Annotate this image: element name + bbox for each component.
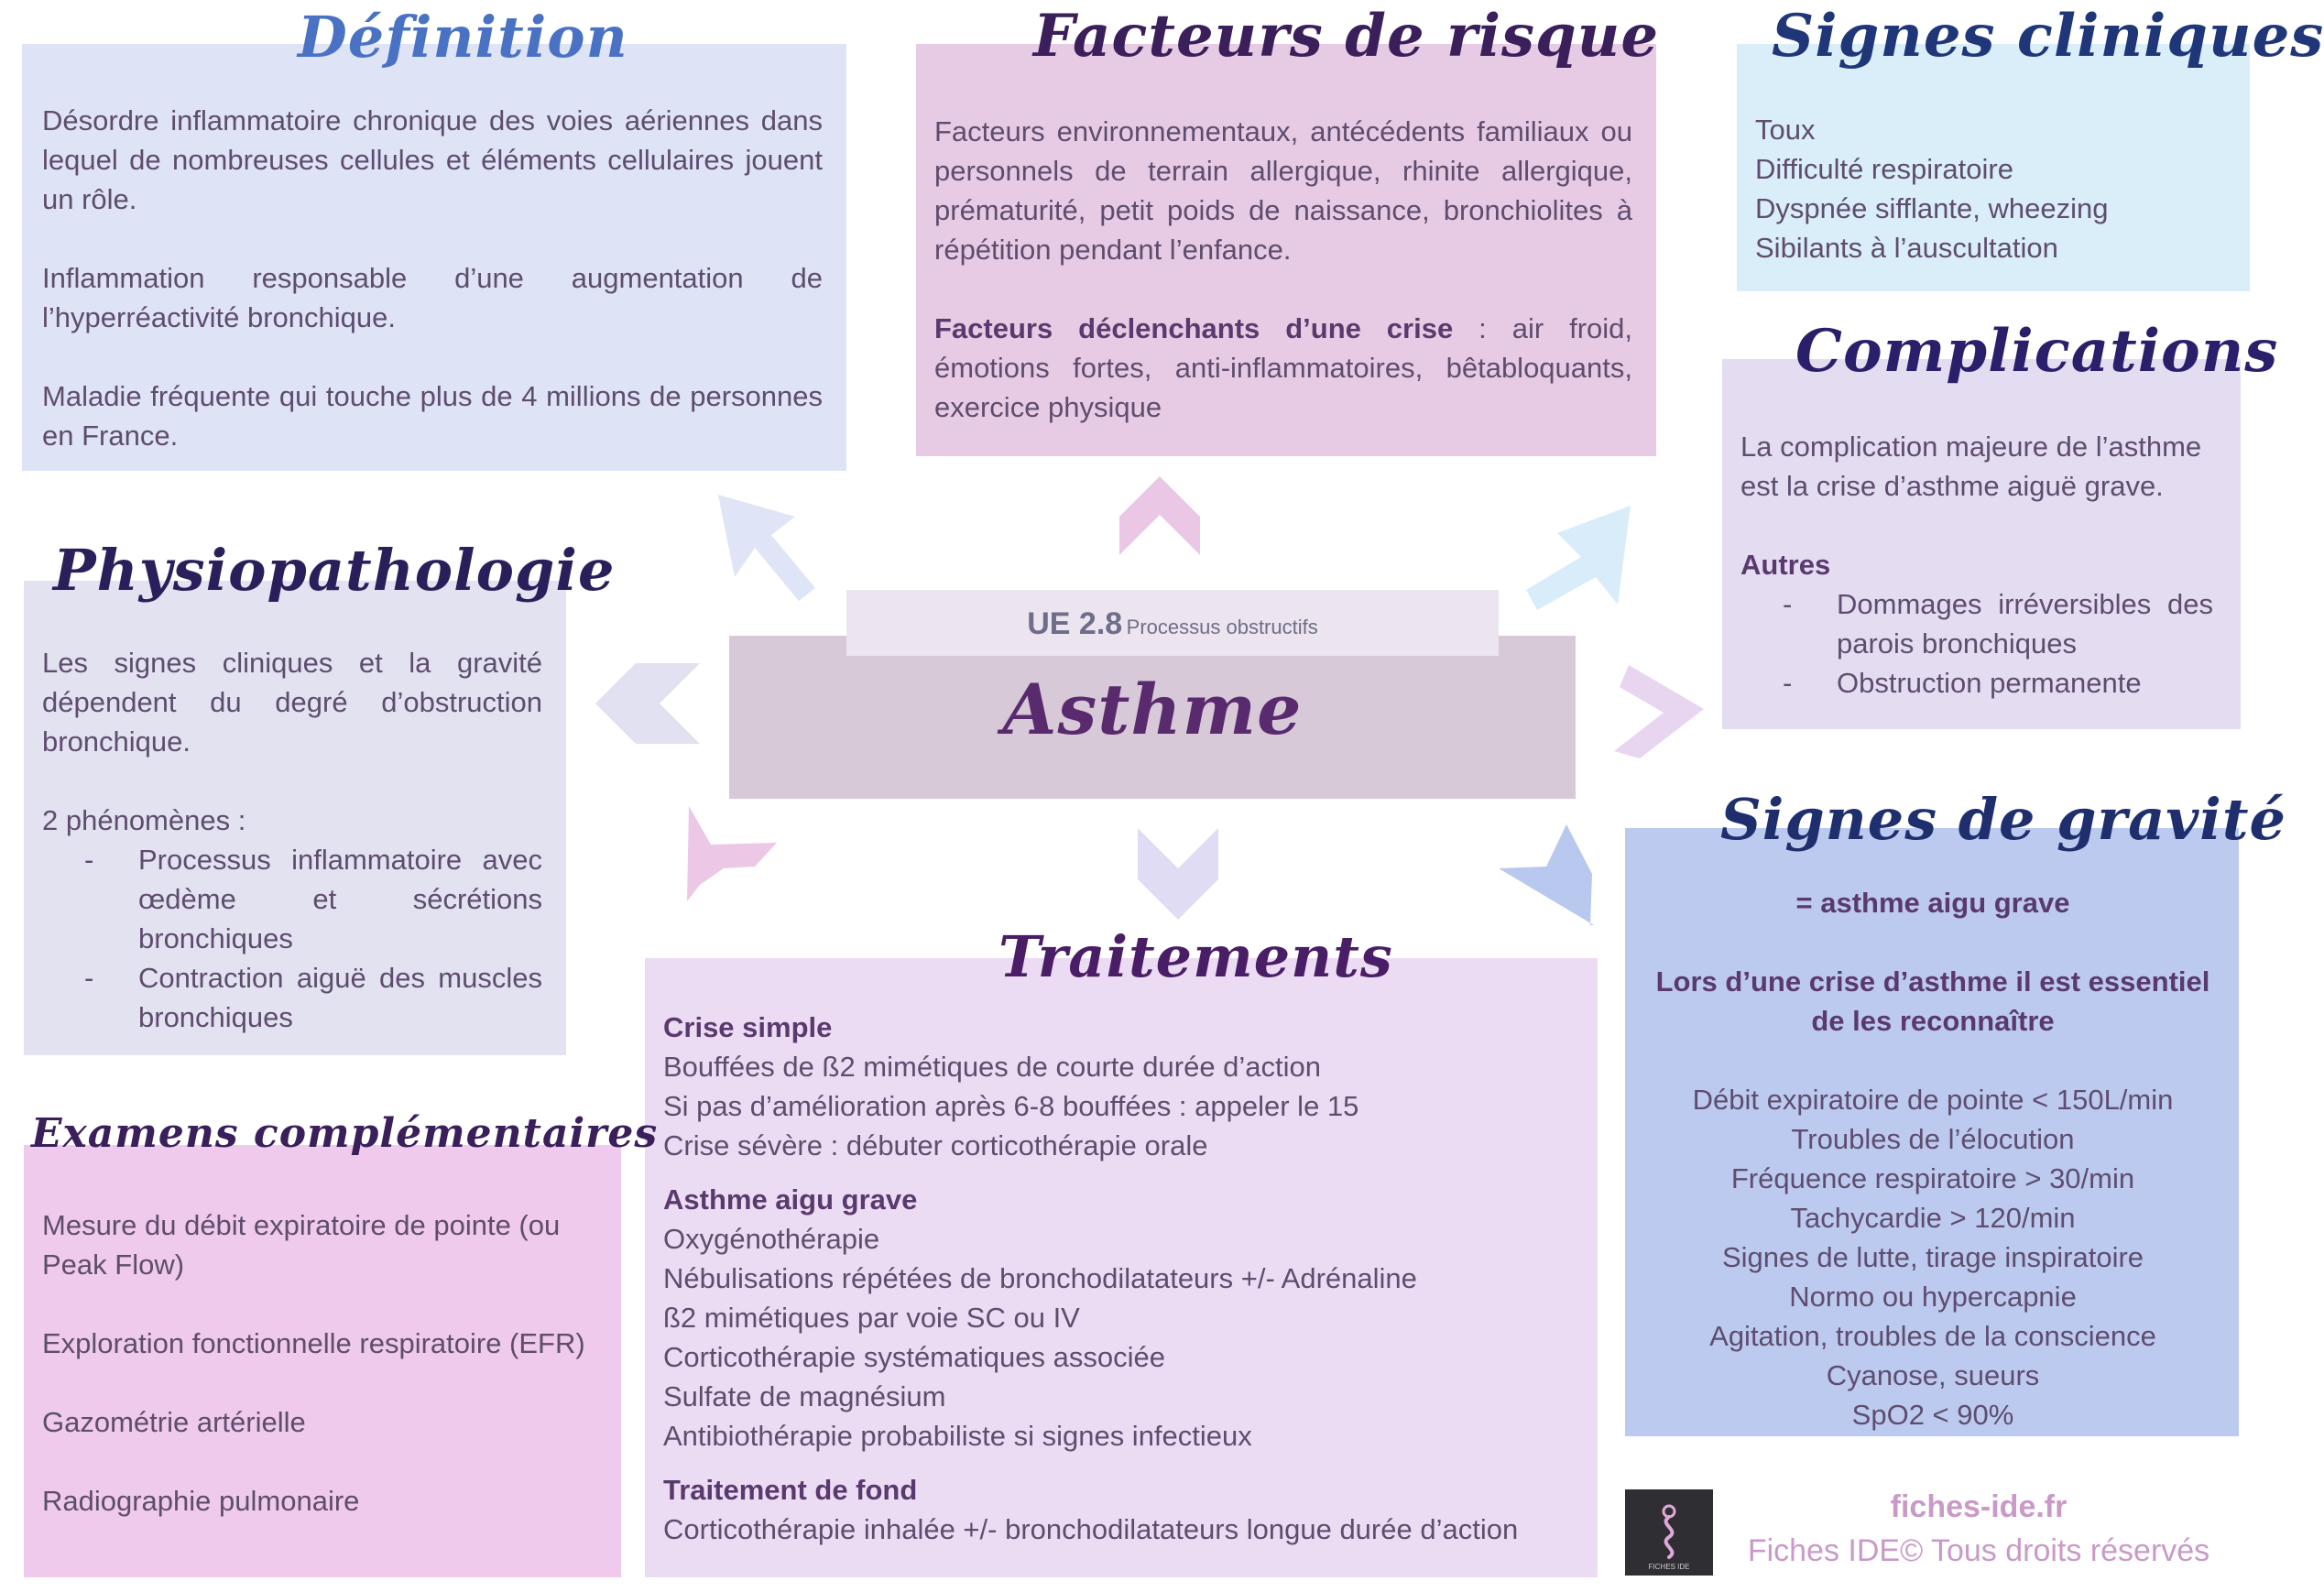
complications-list: [1740, 584, 2213, 703]
severity-item: Normo ou hypercapnie: [1789, 1281, 2077, 1313]
arrow-down-right-icon: [1495, 823, 1598, 929]
severity-title: Signes de gravité: [1720, 786, 2286, 853]
severity-item: Cyanose, sueurs: [1826, 1359, 2040, 1391]
main-title: Asthme: [1002, 669, 1303, 750]
ue-code: UE 2.8: [1027, 606, 1123, 641]
definition-title: Définition: [298, 4, 628, 71]
severity-intro: Lors d’une crise d’asthme il est essentiel de les reconnaître: [1655, 965, 2210, 1037]
exam-item: Exploration fonctionnelle respiratoire (EFR): [42, 1327, 585, 1359]
site-url: fiches-ide.fr: [1890, 1489, 2068, 1524]
severity-body: [1643, 883, 2222, 1434]
exam-item: Gazométrie artérielle: [42, 1406, 306, 1438]
complications-body: [1740, 427, 2213, 703]
treatment-line: Bouffées de ß2 mimétiques de courte durée d’action: [663, 1051, 1322, 1083]
risk-factors-paragraph-1: Facteurs environnementaux, antécédents familiaux ou personnels de terrain allergique, rhinite allergique, prématurité, petit poids de naissance, bronchiolites à répétition pendant l’enfance.: [934, 115, 1632, 266]
arrow-down-icon: [1136, 824, 1220, 923]
complications-paragraph: La complication majeure de l’asthme est la crise d’asthme aiguë grave.: [1740, 431, 2202, 502]
treatment-line: Oxygénothérapie: [663, 1223, 880, 1255]
treatment-line: Si pas d’amélioration après 6-8 bouffées : appeler le 15: [663, 1090, 1359, 1122]
phenomena-list: [42, 840, 542, 1037]
sign-item: Toux: [1755, 114, 1816, 146]
severity-item: Troubles de l’élocution: [1791, 1123, 2075, 1155]
list-item: - Processus inflammatoire avec œdème et sécrétions bronchiques: [42, 840, 542, 958]
treatment-line: ß2 mimétiques par voie SC ou IV: [663, 1302, 1080, 1334]
physiopathology-paragraph-1: Les signes cliniques et la gravité dépendent du degré d’obstruction bronchique.: [42, 647, 542, 758]
risk-factors-title: Facteurs de risque: [1033, 2, 1660, 71]
treatment-line: Sulfate de magnésium: [663, 1380, 946, 1412]
treatment-line: Corticothérapie systématiques associée: [663, 1341, 1165, 1373]
treatments-title: Traitements: [998, 923, 1393, 990]
sign-item: Sibilants à l’auscultation: [1755, 232, 2058, 264]
ue-label: [846, 606, 1499, 642]
fiches-ide-logo: [1625, 1489, 1713, 1576]
physiopathology-paragraph-2: 2 phénomènes :: [42, 804, 246, 836]
exam-item: Radiographie pulmonaire: [42, 1485, 360, 1517]
logo-text: FICHES IDE: [1648, 1563, 1690, 1571]
physiopathology-title: Physiopathologie: [53, 537, 616, 604]
risk-factors-body: [934, 112, 1632, 427]
severity-item: Signes de lutte, tirage inspiratoire: [1721, 1241, 2144, 1273]
ue-subtitle: Processus obstructifs: [1126, 616, 1318, 638]
severity-item: Tachycardie > 120/min: [1790, 1202, 2076, 1234]
definition-paragraph-1: Désordre inflammatoire chronique des voies aériennes dans lequel de nombreuses cellules et éléments cellulaires jouent un rôle.: [42, 104, 823, 215]
sign-item: Difficulté respiratoire: [1755, 153, 2013, 185]
severity-subtitle: = asthme aigu grave: [1795, 887, 2070, 919]
treatment-line: Crise sévère : débuter corticothérapie orale: [663, 1129, 1208, 1161]
triggers-label: Facteurs déclenchants d’une crise: [934, 312, 1454, 344]
arrow-down-left-icon: [676, 801, 786, 907]
sign-item: Dyspnée sifflante, wheezing: [1755, 192, 2109, 224]
treatment-line: Nébulisations répétées de bronchodilatateurs +/- Adrénaline: [663, 1262, 1417, 1294]
physiopathology-body: [42, 643, 542, 1037]
severity-item: Débit expiratoire de pointe < 150L/min: [1692, 1084, 2174, 1116]
clinical-signs-title: Signes cliniques: [1772, 2, 2324, 71]
treatment-section-heading: Crise simple: [663, 1011, 833, 1043]
severity-item: Fréquence respiratoire > 30/min: [1730, 1162, 2135, 1194]
arrow-up-right-icon: [1521, 502, 1634, 616]
treatments-body: [663, 1008, 1579, 1549]
complications-title: Complications: [1795, 317, 2279, 386]
exams-title: Examens complémentaires: [31, 1110, 659, 1157]
arrow-left-icon: [592, 660, 709, 747]
exam-item: Mesure du débit expiratoire de pointe (ou Peak Flow): [42, 1209, 561, 1281]
severity-item: SpO2 < 90%: [1851, 1399, 2014, 1431]
list-item: - Dommages irréversibles des parois bronchiques: [1740, 584, 2213, 663]
list-item: - Contraction aiguë des muscles bronchiques: [42, 958, 542, 1037]
treatment-section-heading: Asthme aigu grave: [663, 1183, 918, 1216]
definition-paragraph-2: Inflammation responsable d’une augmentation de l’hyperréactivité bronchique.: [42, 262, 823, 333]
definition-body: [42, 101, 823, 455]
list-item: - Obstruction permanente: [1740, 663, 2213, 703]
definition-paragraph-3: Maladie fréquente qui touche plus de 4 millions de personnes en France.: [42, 380, 823, 452]
severity-item: Agitation, troubles de la conscience: [1709, 1320, 2156, 1352]
copyright: Fiches IDE© Tous droits réservés: [1747, 1533, 2210, 1568]
exams-list: [42, 1205, 592, 1521]
triggers-text: : air froid, émotions fortes, anti-inflammatoires, bêtabloquants, exercice physique: [934, 312, 1632, 423]
risk-factors-paragraph-2: [934, 309, 1632, 427]
treatment-line: Corticothérapie inhalée +/- bronchodilatateurs longue durée d’action: [663, 1513, 1519, 1545]
arrow-right-icon: [1596, 661, 1708, 762]
arrow-up-left-icon: [707, 487, 817, 601]
clinical-signs-list: [1755, 110, 2231, 267]
treatment-section-heading: Traitement de fond: [663, 1474, 918, 1506]
others-label: Autres: [1740, 549, 1831, 581]
arrow-up-icon: [1118, 471, 1202, 555]
treatment-line: Antibiothérapie probabiliste si signes infectieux: [663, 1420, 1252, 1452]
